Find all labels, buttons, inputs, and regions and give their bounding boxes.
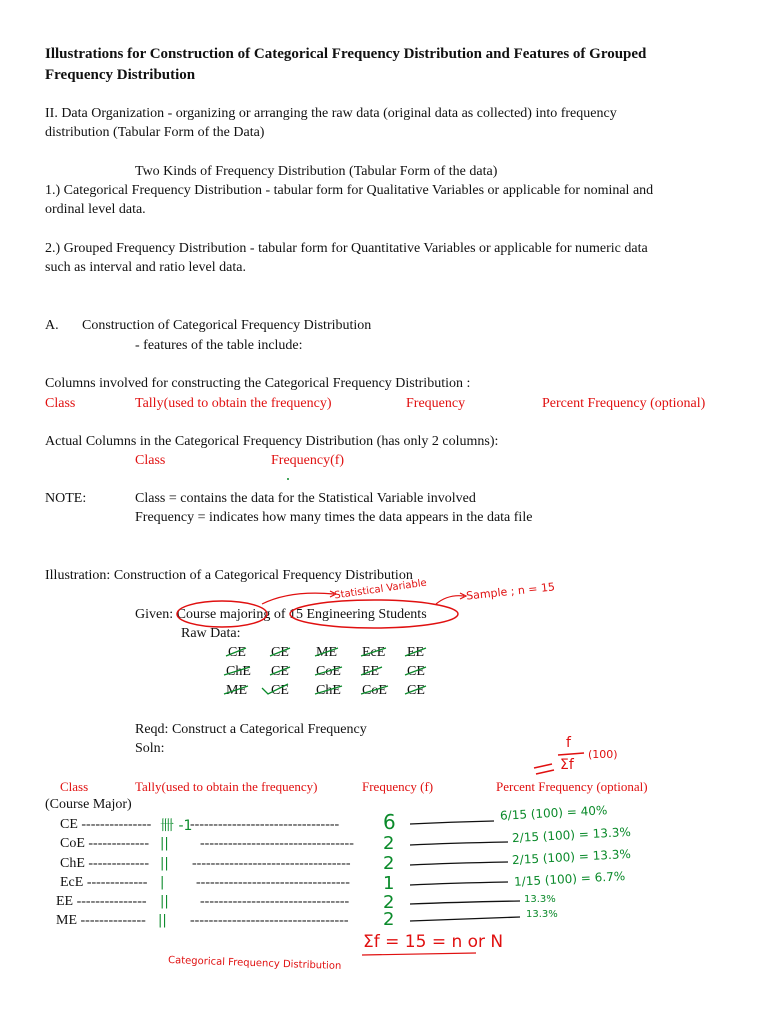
raw-r0c2: ME	[316, 645, 337, 660]
row-coe-dashes: ---------------------------------	[200, 836, 354, 851]
sectionA-text: Construction of Categorical Frequency Distribution	[82, 318, 372, 333]
row-ece-label: EcE -------------	[60, 875, 148, 890]
two-kinds-heading: Two Kinds of Frequency Distribution (Tabular Form of the data)	[135, 164, 498, 179]
raw-r1c0: ChE	[226, 664, 251, 679]
annot-sum: Σf = 15 = n or N	[363, 932, 504, 952]
annot-caption: Categorical Frequency Distribution	[167, 954, 342, 973]
annot-sample: Sample ; n = 15	[465, 580, 556, 603]
formula-equals-1	[534, 764, 552, 768]
percent-connector-lines	[410, 821, 520, 921]
row-ee-freq: 2	[383, 892, 395, 913]
row-me-pct: 13.3%	[526, 909, 558, 920]
row-ce-dashes: --------------------------------	[190, 817, 340, 832]
row-che-label: ChE -------------	[60, 856, 149, 871]
row-che-freq: 2	[383, 853, 395, 874]
row-ee-label: EE ---------------	[56, 894, 147, 909]
arrow-sample	[436, 596, 464, 604]
row-ce-pct: 6/15 (100) = 40%	[499, 803, 608, 823]
row-ece-tally: |	[160, 875, 165, 890]
row-ee-dashes: --------------------------------	[200, 894, 350, 909]
raw-data-label: Raw Data:	[181, 626, 241, 641]
col-frequency: Frequency	[406, 396, 466, 411]
annot-formula-paren: (100)	[588, 748, 618, 761]
formula-fraction-bar	[558, 753, 584, 755]
row-ece-freq: 1	[383, 873, 395, 894]
raw-r1c1: CE	[271, 664, 289, 679]
columns-involved: Columns involved for constructing the Categorical Frequency Distribution :	[45, 376, 471, 391]
row-me-tally: ||	[158, 913, 167, 928]
raw-r0c0: CE	[228, 645, 246, 660]
table-header-class: Class	[60, 779, 89, 794]
note-line2: Frequency = indicates how many times the data appears in the data file	[135, 510, 533, 525]
col-tally: Tally(used to obtain the frequency)	[135, 396, 332, 411]
row-coe-freq: 2	[383, 833, 395, 854]
raw-r1c2: CoE	[316, 664, 341, 679]
row-coe-tally: ||	[160, 836, 169, 851]
reqd-line: Reqd: Construct a Categorical Frequency	[135, 722, 367, 737]
given-students: 15 Engineering Students	[289, 607, 427, 622]
kind1-line1: 1.) Categorical Frequency Distribution - tabular form for Qualitative Variables or applicable for nominal and	[45, 183, 654, 198]
raw-r2c4: CE	[407, 683, 425, 698]
table-header-tally: Tally(used to obtain the frequency)	[135, 779, 318, 794]
raw-r0c1: CE	[271, 645, 289, 660]
course-major-label: (Course Major)	[45, 797, 132, 812]
note-label: NOTE:	[45, 491, 87, 506]
row-me-freq: 2	[383, 909, 395, 930]
row-me-label: ME --------------	[56, 913, 146, 928]
given-mid: of	[270, 607, 289, 622]
raw-r2c2: ChE	[316, 683, 341, 698]
row-ee-tally: ||	[160, 894, 169, 909]
row-coe-pct: 2/15 (100) = 13.3%	[511, 824, 632, 846]
kind2-line2: such as interval and ratio level data.	[45, 260, 246, 275]
section2-line2: distribution (Tabular Form of the Data)	[45, 125, 265, 140]
arrow-statistical-variable	[262, 593, 334, 604]
raw-r2c1: CE	[271, 683, 289, 698]
col-class: Class	[45, 396, 76, 411]
col-percent: Percent Frequency (optional)	[542, 396, 706, 411]
raw-r1c3: EE	[362, 664, 380, 679]
raw-r1c4: CE	[407, 664, 425, 679]
given-line	[135, 607, 427, 623]
annot-formula-bottom: Σf	[560, 757, 574, 773]
section2-line1: II. Data Organization - organizing or arranging the raw data (original data as collected) into frequency	[45, 106, 617, 121]
raw-r2c3: CoE	[362, 683, 387, 698]
table-header-frequency: Frequency (f)	[362, 779, 434, 794]
sum-underline	[362, 953, 476, 955]
sectionA-label: A.	[45, 318, 59, 333]
table-header-percent: Percent Frequency (optional)	[496, 779, 648, 794]
row-che-dashes: ----------------------------------	[192, 856, 351, 871]
row-ee-pct: 13.3%	[524, 894, 556, 905]
actual-columns: Actual Columns in the Categorical Frequency Distribution (has only 2 columns):	[45, 434, 499, 449]
row-ece-dashes: ---------------------------------	[196, 875, 350, 890]
row-coe-label: CoE -------------	[60, 836, 149, 851]
doc-title-line1: Illustrations for Construction of Categorical Frequency Distribution and Features of Grouped	[45, 46, 647, 62]
given-prefix: Given:	[135, 607, 177, 622]
note-line1: Class = contains the data for the Statistical Variable involved	[135, 491, 476, 506]
stray-dot	[287, 478, 289, 480]
annot-statistical-variable: Statistical Variable	[333, 577, 428, 602]
row-che-pct: 2/15 (100) = 13.3%	[511, 846, 632, 868]
row-ce-freq: 6	[383, 810, 396, 834]
actual-col-frequency: Frequency(f)	[271, 453, 345, 468]
row-ece-pct: 1/15 (100) = 6.7%	[513, 869, 626, 889]
row-ce-label: CE ---------------	[60, 817, 152, 832]
actual-col-class: Class	[135, 453, 166, 468]
row-che-tally: ||	[160, 856, 169, 871]
kind2-line1: 2.) Grouped Frequency Distribution - tabular form for Quantitative Variables or applicable for numeric data	[45, 241, 648, 256]
raw-r0c3: EcE	[362, 645, 386, 660]
doc-title-line2: Frequency Distribution	[45, 67, 196, 83]
raw-r2c0: ME	[226, 683, 247, 698]
formula-equals-2	[536, 770, 554, 774]
given-course-majoring: Course majoring	[176, 607, 271, 622]
row-ce-tally: 卌 -1	[160, 818, 193, 834]
illustration-heading: Illustration: Construction of a Categorical Frequency Distribution	[45, 568, 413, 583]
sectionA-sub: - features of the table include:	[135, 338, 303, 353]
row-me-dashes: ----------------------------------	[190, 913, 349, 928]
kind1-line2: ordinal level data.	[45, 202, 146, 217]
annot-formula-top: f	[566, 735, 571, 751]
raw-r0c4: EE	[407, 645, 425, 660]
soln-line: Soln:	[135, 741, 165, 756]
